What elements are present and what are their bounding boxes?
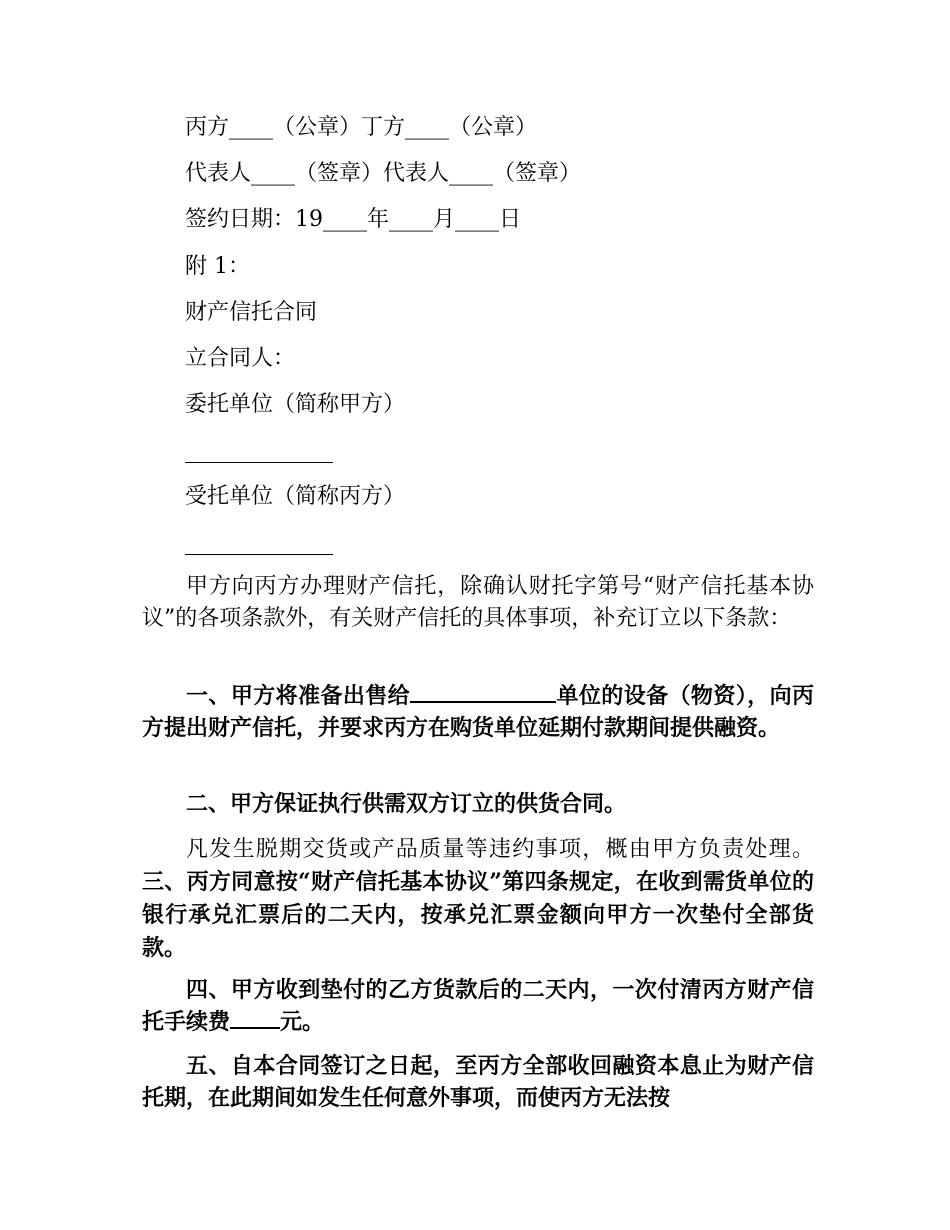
buyer-unit-blank (410, 681, 556, 703)
clause-5: 五、自本合同签订之日起，至丙方全部收回融资本息止为财产信托期，在此期间如发生任何意外事项，而使丙方无法按 (142, 1053, 814, 1111)
clause-4-part-b: 元。 (280, 1009, 325, 1035)
sign-date-line: 签约日期：19____年____月____日 (185, 207, 521, 232)
document-title: 财产信托合同 (185, 300, 318, 325)
clause-4-part-a: 四、甲方收到垫付的乙方货款后的二天内，一次付清丙方财产信托手续费 (142, 977, 814, 1035)
entrusting-unit-label: 委托单位（简称甲方） (185, 392, 406, 417)
clause-2-note: 凡发生脱期交货或产品质量等违约事项，概由甲方负责处理。 (186, 837, 814, 862)
clause-1-part-a: 一、甲方将准备出售给 (186, 683, 411, 709)
clause-1-part-b: 单位的设备（物资），向丙方提出财产信托，并要求丙方在购货单位延期付款期间提供融资。 (142, 683, 814, 741)
party-c-d-seal-line: 丙方____（公章）丁方____（公章） (185, 115, 538, 140)
clause-2-3-paragraph (142, 834, 814, 965)
clause-2: 二、甲方保证执行供需双方订立的供货合同。 (186, 791, 627, 817)
entrusting-unit-blank (185, 462, 333, 463)
intro-paragraph: 甲方向丙方办理财产信托，除确认财托字第号“财产信托基本协议”的各项条款外，有关财产信托的具体事项，补充订立以下条款： (142, 574, 814, 631)
entrusted-unit-blank (185, 554, 333, 555)
fee-amount-blank (230, 1007, 280, 1029)
entrusted-unit-label: 受托单位（简称丙方） (185, 484, 406, 509)
clause-4 (142, 974, 814, 1038)
parties-intro: 立合同人： (185, 346, 296, 371)
appendix-label: 附 1： (185, 254, 250, 279)
clause-3: 三、丙方同意按“财产信托基本协议”第四条规定，在收到需货单位的银行承兑汇票后的二天内，按承兑汇票金额向甲方一次垫付全部货款。 (142, 869, 814, 961)
representatives-line: 代表人____（签章）代表人____（签章） (185, 161, 582, 186)
clause-1 (142, 680, 814, 744)
